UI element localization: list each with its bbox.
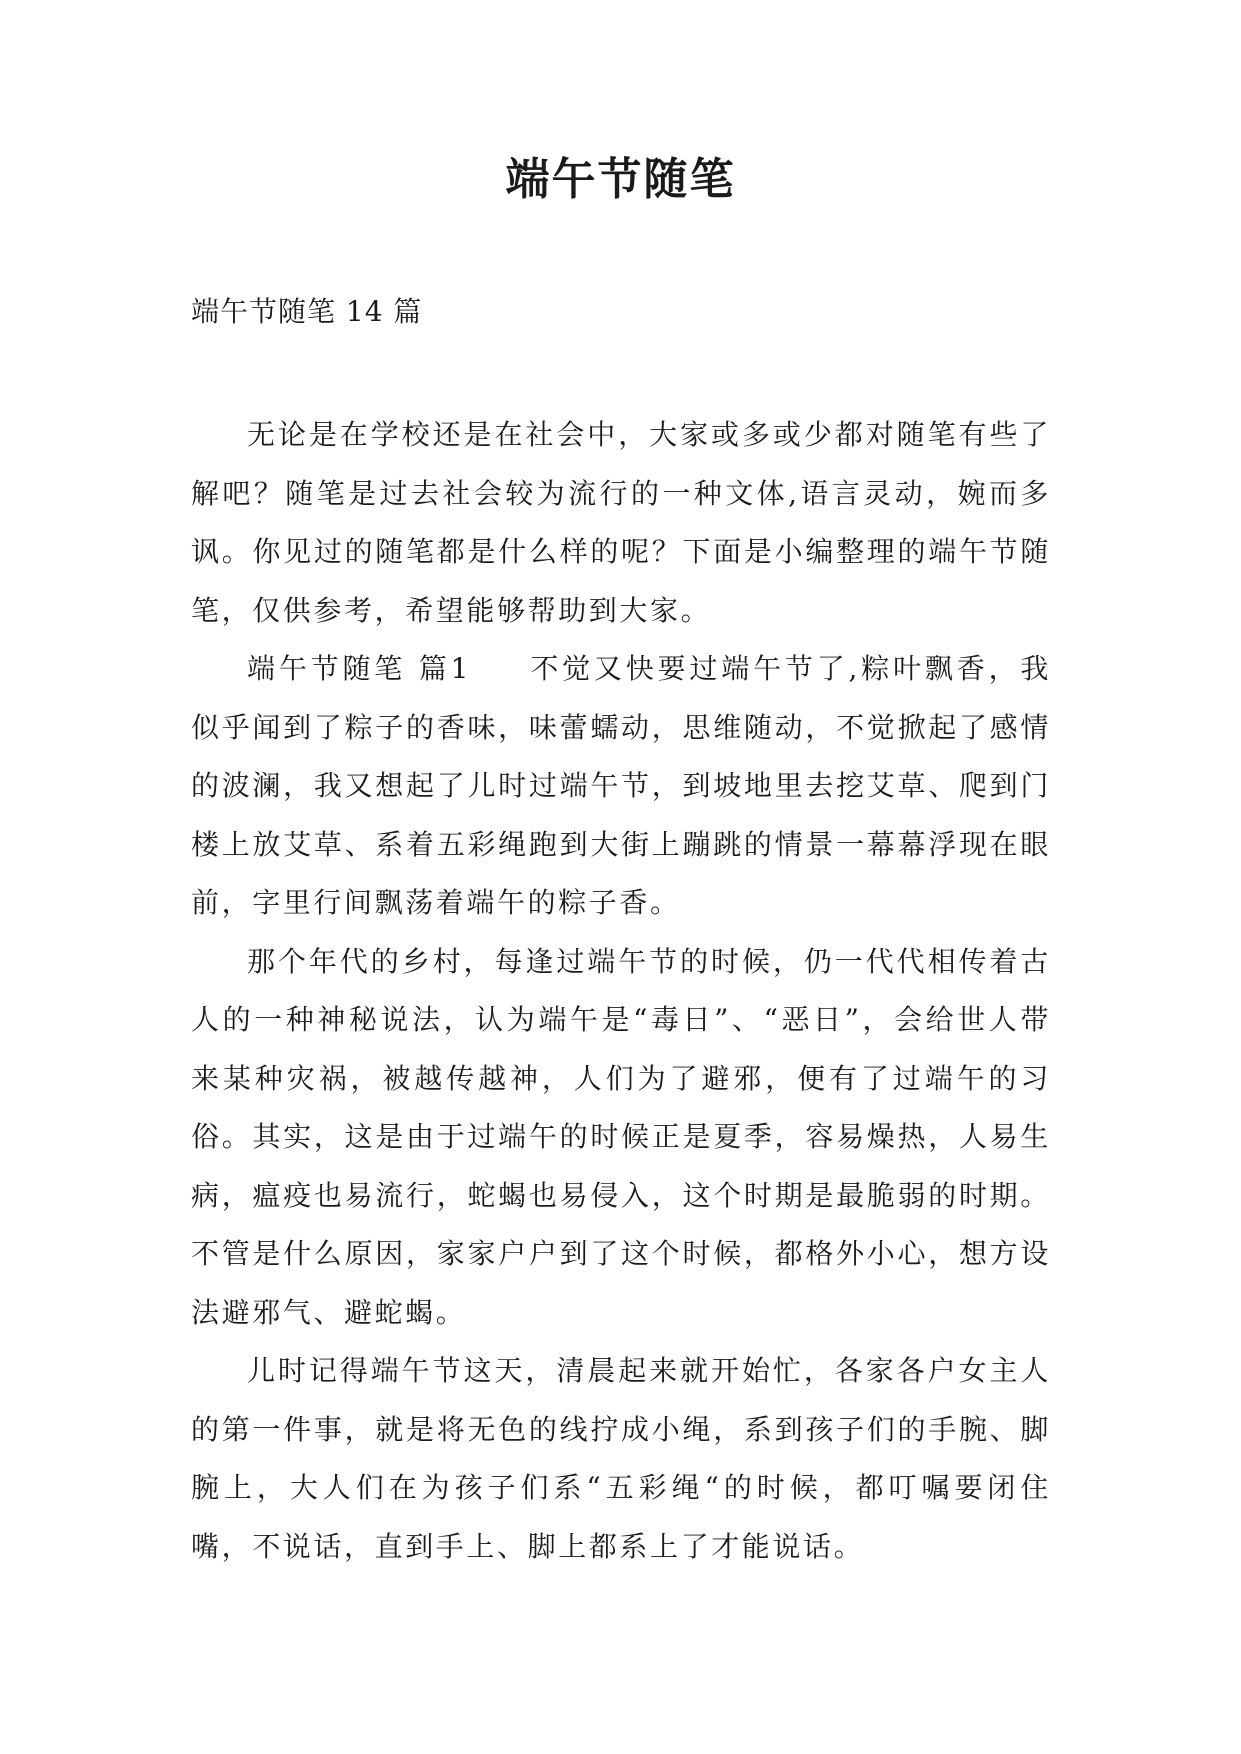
body-paragraph [191, 933, 1051, 1343]
section-1-paragraph [191, 640, 1051, 933]
body-paragraph [191, 1342, 1051, 1576]
document-title: 端午节随笔 [505, 154, 736, 205]
paragraph-text: 无论是在学校还是在社会中，大家或多或少都对随笔有些了解吧？随笔是过去社会较为流行的一种文体,语言灵动，婉而多讽。你见过的随笔都是什么样的呢？下面是小编整理的端午节随笔，仅供参考，希望能够帮助到大家。 [191, 418, 1051, 627]
paragraph-text: 不觉又快要过端午节了,粽叶飘香，我似乎闻到了粽子的香味，味蕾蠕动，思维随动，不觉掀起了感情的波澜，我又想起了儿时过端午节，到坡地里去挖艾草、爬到门楼上放艾草、系着五彩绳跑到大街上蹦跳的情景一幕幕浮现在眼前，字里行间飘荡着端午的粽子香。 [191, 652, 1052, 919]
paragraph-text: 那个年代的乡村，每逢过端午节的时候，仍一代代相传着古人的一种神秘说法，认为端午是“毒日”、“恶日”，会给世人带来某种灾祸，被越传越神，人们为了避邪，便有了过端午的习俗。其实，这是由于过端午的时候正是夏季，容易燥热，人易生病，瘟疫也易流行，蛇蝎也易侵入，这个时期是最脆弱的时期。不管是什么原因，家家户户到了这个时候，都格外小心，想方设法避邪气、避蛇蝎。 [191, 944, 1051, 1329]
intro-paragraph [191, 406, 1051, 640]
document-subtitle: 端午节随笔 14 篇 [191, 295, 423, 328]
paragraph-text: 儿时记得端午节这天，清晨起来就开始忙，各家各户女主人的第一件事，就是将无色的线拧成小绳，系到孩子们的手腕、脚腕上，大人们在为孩子们系“五彩绳“的时候，都叮嘱要闭住嘴，不说话，直到手上、脚上都系上了才能说话。 [191, 1354, 1051, 1563]
section-heading: 端午节随笔 篇1 [247, 652, 472, 685]
document-body [191, 406, 1051, 1576]
